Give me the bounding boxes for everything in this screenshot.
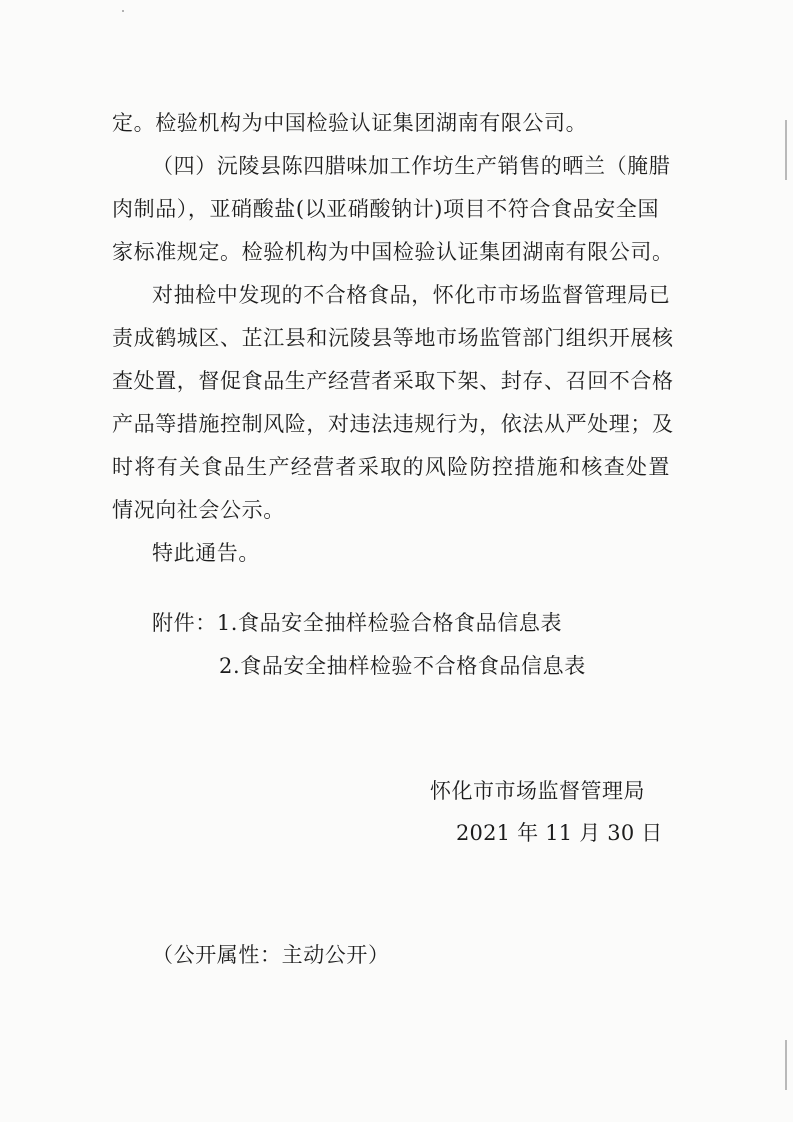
body-line: 对抽检中发现的不合格食品，怀化市市场监督管理局已 bbox=[152, 283, 671, 307]
scan-edge-mark bbox=[785, 120, 787, 180]
closing-line: 特此通告。 bbox=[152, 541, 260, 565]
attachments-list bbox=[152, 606, 562, 640]
attachment-item: 2.食品安全抽样检验不合格食品信息表 bbox=[219, 654, 586, 678]
body-line: 肉制品），亚硝酸盐(以亚硝酸钠计)项目不符合食品安全国 bbox=[112, 197, 660, 221]
attachment-item: 1.食品安全抽样检验合格食品信息表 bbox=[216, 611, 563, 635]
scan-edge-mark bbox=[785, 1040, 787, 1090]
body-line: （四）沅陵县陈四腊味加工作坊生产销售的晒兰（腌腊 bbox=[152, 154, 671, 178]
body-line: 产品等措施控制风险，对违法违规行为，依法从严处理；及 bbox=[112, 412, 674, 436]
attachments-label: 附件： bbox=[152, 611, 217, 635]
body-line: 查处置，督促食品生产经营者采取下架、封存、召回不合格 bbox=[112, 369, 674, 393]
scan-speck bbox=[122, 10, 124, 12]
body-line: 定。检验机构为中国检验认证集团湖南有限公司。 bbox=[112, 111, 588, 135]
body-line: 责成鹤城区、芷江县和沅陵县等地市场监管部门组织开展核 bbox=[112, 326, 674, 350]
body-line: 家标准规定。检验机构为中国检验认证集团湖南有限公司。 bbox=[112, 240, 674, 264]
body-line: 时将有关食品生产经营者采取的风险防控措施和核查处置 bbox=[112, 455, 671, 479]
disclosure-note: （公开属性：主动公开） bbox=[152, 943, 390, 967]
body-line: 情况向社会公示。 bbox=[112, 498, 285, 522]
signature-date: 2021 年 11 月 30 日 bbox=[456, 821, 663, 845]
signature-organization: 怀化市市场监督管理局 bbox=[430, 779, 645, 803]
